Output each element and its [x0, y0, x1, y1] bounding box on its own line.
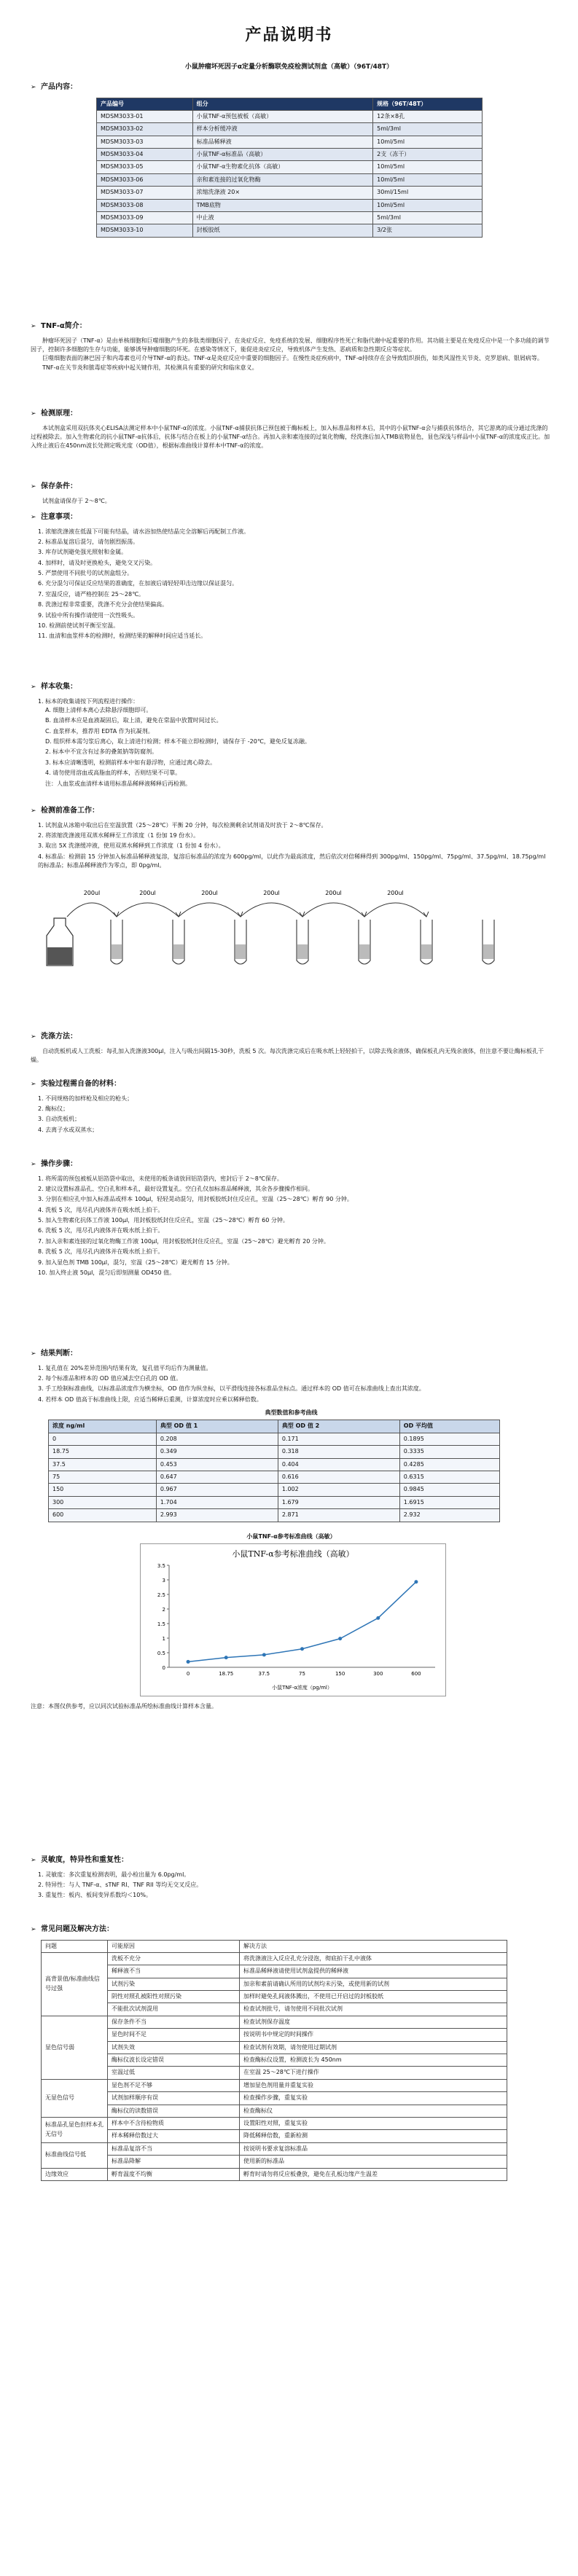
list-item: 8. 洗板 5 次，甩尽孔内液体并在吸水纸上拍干。 [38, 1248, 164, 1256]
table-row [42, 2029, 507, 2041]
table-cell: 标准品稀释液请使用试剂盒提供的稀释液 [240, 1965, 507, 1978]
table-row [97, 149, 483, 161]
chart-note: 注意：本图仅供参考，应以同次试验标准品所绘标准曲线计算样本含量。 [31, 1703, 217, 1710]
table-cell: 3/2张 [373, 224, 483, 237]
list-item: 注：人血浆或血清样本请用标准品稀释液稀释后再检测。 [45, 780, 191, 787]
table-cell: 检查试剂批号，请勿使用不同批次试剂 [240, 2003, 507, 2016]
data-point [224, 1656, 228, 1659]
faq-problem-cell: 边缘效应 [42, 2168, 108, 2180]
table-row [97, 110, 483, 122]
list-item: 6. 充分混匀可保证反应结果的准确度，在加液后请轻轻叩击边缘以保证混匀。 [38, 580, 238, 587]
section-heading: 注意事项： [41, 513, 77, 521]
table-row [97, 136, 483, 148]
table-header-cell: 浓度 ng/ml [49, 1420, 157, 1433]
x-tick-label: 600 [411, 1670, 421, 1677]
list-item: 2. 将浓缩洗涤液用双蒸水稀释至工作浓度（1 份加 19 份水）。 [38, 831, 200, 839]
table-cell: 2.932 [399, 1509, 499, 1522]
section-steps [31, 1159, 552, 1279]
bullet-icon: ➢ [31, 322, 36, 330]
tube-liquid [359, 944, 370, 959]
transfer-volume-label: 200ul [263, 890, 280, 897]
table-cell: 10ml/5ml [373, 199, 483, 211]
table-cell: 0.171 [278, 1433, 399, 1445]
section-heading: 结果判断： [41, 1350, 77, 1358]
table-cell: 10ml/5ml [373, 173, 483, 186]
table-cell: 2支（冻干） [373, 149, 483, 161]
list-item: 1. 不同规格的加样枪及相应的枪头； [38, 1095, 133, 1102]
table-header-cell: 产品编号 [97, 98, 193, 110]
section-storage [31, 481, 552, 506]
data-point [187, 1660, 190, 1664]
bullet-icon: ➢ [31, 1856, 36, 1864]
list-item: 2. 标本中不宜含有过多的叠氮钠等防腐剂。 [45, 748, 158, 756]
transfer-arrow-icon [179, 903, 241, 917]
sample-intro: 1. 标本的收集请按下列流程进行操作： [38, 697, 139, 705]
data-point [338, 1637, 342, 1640]
table-cell: MDSM3033-06 [97, 173, 193, 186]
list-item: 3. 手工绘制标准曲线，以标准品浓度作为横坐标，OD 值作为纵坐标，以平滑线连接各标准品坐标点。通过样本的 OD 值可在标准曲线上查出其浓度。 [38, 1385, 425, 1393]
table-cell: 封板胶纸 [192, 224, 373, 237]
table-cell: 试剂污染 [108, 1978, 240, 1990]
table-cell: 按说明书中规定的时间操作 [240, 2029, 507, 2041]
table-cell: 稀释液不当 [108, 1965, 240, 1978]
table-cell: 小鼠TNF-α预包被板（高敏） [192, 110, 373, 122]
table-cell: 1.679 [278, 1496, 399, 1508]
table-cell: 孵育时请勿将反应板叠放，避免在孔板边缘产生温差 [240, 2168, 507, 2180]
table-row [49, 1433, 500, 1445]
page-subtitle: 小鼠肿瘤坏死因子α定量分析酶联免疫检测试剂盒（高敏）（96T/48T） [184, 63, 394, 71]
list-item: 2. 酶标仪； [38, 1105, 69, 1112]
bullet-icon: ➢ [31, 1350, 36, 1358]
list-item: 4. 去离子水或双蒸水； [38, 1126, 98, 1133]
table-cell: 5ml/3ml [373, 212, 483, 224]
data-point [262, 1653, 266, 1656]
table-row [49, 1509, 500, 1522]
table-cell: 75 [49, 1471, 157, 1484]
tube-liquid [483, 944, 493, 959]
section-notes [31, 512, 552, 643]
table-row [97, 199, 483, 211]
table-row [97, 224, 483, 237]
table-row [42, 2016, 507, 2028]
faq-problem-cell: 显色信号弱 [42, 2016, 108, 2079]
intro-paragraph: TNF-α在关节炎和脓毒症等疾病中起关键作用，其检测具有重要的研究和临床意义。 [42, 364, 258, 371]
table-cell: 0.318 [278, 1446, 399, 1458]
list-item: 4. 请勿使用溶血或高脂血的样本，否则结果不可靠。 [45, 770, 181, 777]
y-tick-label: 3.5 [157, 1562, 165, 1569]
bullet-icon: ➢ [31, 83, 36, 91]
table-row [49, 1446, 500, 1458]
table-header-cell: 解决方法 [240, 1940, 507, 1952]
x-tick-label: 300 [373, 1670, 383, 1677]
table-row [97, 173, 483, 186]
table-cell: 检查酶标仪 [240, 2105, 507, 2117]
data-point [300, 1647, 304, 1651]
table-row [97, 187, 483, 199]
table-cell: 0.349 [156, 1446, 278, 1458]
table-cell: 加亲和素前请确认所用的试剂均未污染，或使用新的试剂 [240, 1978, 507, 1990]
bullet-icon: ➢ [31, 1160, 36, 1168]
table-cell: 0.1895 [399, 1433, 499, 1445]
x-tick-label: 75 [299, 1670, 305, 1677]
table-cell: 0.616 [278, 1471, 399, 1484]
y-tick-label: 1 [162, 1635, 165, 1642]
arrow-head-icon [423, 912, 429, 917]
transfer-arrow-icon [117, 903, 179, 917]
table-cell: MDSM3033-10 [97, 224, 193, 237]
table-cell: 0.9845 [399, 1484, 499, 1496]
dilution-diagram [31, 874, 552, 973]
tube-liquid [421, 944, 431, 959]
table-row [42, 2117, 507, 2129]
list-item: 2. 标准品复溶后混匀，请勿剧烈振荡。 [38, 538, 139, 545]
table-cell: 试剂失效 [108, 2041, 240, 2054]
x-tick-label: 0 [186, 1670, 190, 1677]
table-cell: 不能批次试剂混用 [108, 2003, 240, 2016]
table-row [49, 1471, 500, 1484]
bullet-icon: ➢ [31, 482, 36, 490]
table-row [97, 161, 483, 173]
transfer-arrow-icon [364, 903, 426, 917]
table-cell: 小鼠TNF-α标准品（高敏） [192, 149, 373, 161]
list-item: 1. 灵敏度：多次重复检测表明，最小检出量为 6.0pg/ml。 [38, 1871, 190, 1878]
table-cell: MDSM3033-03 [97, 136, 193, 148]
list-item: 2. 每个标准品和样本的 OD 值应减去空白孔的 OD 值。 [38, 1374, 182, 1382]
y-tick-label: 2.5 [157, 1592, 165, 1598]
table-cell: 150 [49, 1484, 157, 1496]
list-item: 4. 若样本 OD 值高于标准曲线上限，应适当稀释后重测，计算浓度时应乘以稀释倍数。 [38, 1395, 262, 1403]
list-item: 1. 试剂盒从冰箱中取出后在室温放置（25～28℃）平衡 20 分钟，每次检测剩余试剂请及时放于 2～8℃保存。 [38, 821, 327, 829]
table-cell: 样本稀释倍数过大 [108, 2130, 240, 2142]
table-cell: 亲和素连接的过氧化物酶 [192, 173, 373, 186]
list-item: 3. 标本应清晰透明，检测前样本中如有悬浮物，应通过离心除去。 [45, 759, 216, 766]
table-row [42, 1952, 507, 1965]
chart-svg [140, 1543, 446, 1696]
table-cell: 0.208 [156, 1433, 278, 1445]
table-cell: 检查酶标仪设置，检测波长为 450nm [240, 2054, 507, 2067]
table-row [49, 1458, 500, 1471]
table-cell: 0 [49, 1433, 157, 1445]
y-tick-label: 0.5 [157, 1650, 165, 1656]
chart-title: 小鼠TNF-α参考标准曲线（高敏） [232, 1549, 354, 1559]
principle-paragraph: 本试剂盒采用双抗体夹心ELISA法测定样本中小鼠TNF-α的浓度。小鼠TNF-α捕获抗体已预包被于酶标板上，加入标准品和样本后，其中的小鼠TNF-α会与捕获抗体结合，其它游离的成分通过洗涤的过程被除去。加入生物素化的抗小鼠TNF-α抗体后，抗体与结合在板上的小鼠TNF-α结合。再加入亲和素连接的过氧化物酶，经洗涤后加入TMB底物显色，显色深浅与样品中小鼠TNF-α的浓度成正比。加入终止液后在450nm波长处测定吸光度（OD值），根据标准曲线计算样本中TNF-α的浓度。 [31, 424, 550, 450]
bullet-icon: ➢ [31, 513, 36, 521]
table-row [49, 1484, 500, 1496]
tube-liquid [297, 944, 308, 959]
table-row [42, 2130, 507, 2142]
table-cell: 0.647 [156, 1471, 278, 1484]
list-item: 11. 血清和血浆样本的检测时，检测结果的解释时间应适当延长。 [38, 633, 207, 640]
x-tick-label: 150 [335, 1670, 345, 1677]
transfer-volume-label: 200ul [139, 890, 156, 897]
standard-table [48, 1420, 500, 1522]
section-prep [31, 805, 552, 973]
table-header-cell: 可能原因 [108, 1940, 240, 1952]
table-cell: 检查试剂保存温度 [240, 2016, 507, 2028]
faq-problem-cell: 无显色信号 [42, 2079, 108, 2117]
section-heading: 常见问题及解决方法： [41, 1925, 114, 1933]
y-tick-label: 0 [162, 1664, 165, 1671]
table-header-cell: 规格（96T/48T） [373, 98, 483, 110]
table-row [42, 2156, 507, 2168]
table-cell: 标准品稀释液 [192, 136, 373, 148]
list-item: 3. 分别在相应孔中加入标准品或样本 100μl，轻轻晃动混匀，用封板胶纸封住反应孔，室温（25～28℃）孵育 90 分钟。 [38, 1196, 353, 1203]
section-heading: 检测原理： [41, 410, 77, 418]
table-cell: 洗板不充分 [108, 1952, 240, 1965]
table-row [42, 2105, 507, 2117]
table-cell: TMB底物 [192, 199, 373, 211]
tube-liquid [112, 944, 122, 959]
transfer-volume-label: 200ul [325, 890, 342, 897]
y-tick-label: 1.5 [157, 1621, 165, 1627]
table-row [49, 1496, 500, 1508]
section-faq [31, 1924, 552, 2181]
table-cell: 10ml/5ml [373, 136, 483, 148]
bullet-icon: ➢ [31, 683, 36, 691]
section-heading: 样本收集： [41, 683, 77, 691]
section-heading: 保存条件： [41, 482, 77, 490]
table-cell: 降低稀释倍数，重新检测 [240, 2130, 507, 2142]
section-results [31, 1348, 552, 1712]
bullet-icon: ➢ [31, 1925, 36, 1933]
bullet-icon: ➢ [31, 1080, 36, 1088]
table-cell: 标准品降解 [108, 2156, 240, 2168]
table-cell: 10ml/5ml [373, 161, 483, 173]
list-item: 1. 浓缩洗涤液在低温下可能有结晶，请水浴加热使结晶完全溶解后再配制工作液。 [38, 528, 250, 535]
section-heading: 操作步骤： [41, 1160, 77, 1168]
list-item: 1. 复孔值在 20%差异范围内结果有效，复孔值平均后作为测量值。 [38, 1364, 212, 1371]
section-heading: 检测前准备工作： [41, 807, 99, 815]
section-heading: TNF-α简介： [41, 322, 87, 330]
table-cell: 保存条件不当 [108, 2016, 240, 2028]
table-cell: 增加显色剂用量并重复实验 [240, 2079, 507, 2091]
list-item: 1. 将所需的预包被板从铝箔袋中取出，未使用的板条请放回铝箔袋内，密封后于 2～8℃保存。 [38, 1175, 283, 1182]
table-cell: 中止液 [192, 212, 373, 224]
table-cell: 酶标仪波长设定错误 [108, 2054, 240, 2067]
faq-problem-cell: 标准品孔显色但样本孔无信号 [42, 2117, 108, 2142]
table-cell: 加样时避免孔间液体溅出，不使用已开启过的封板胶纸 [240, 1991, 507, 2003]
list-item: 2. 建议设置标准品孔、空白孔和样本孔，最好设置复孔。空白孔仅加标准品稀释液，其余各步骤操作相同。 [38, 1185, 314, 1192]
faq-table [41, 1940, 507, 2181]
table-row [97, 212, 483, 224]
tube-liquid [173, 944, 184, 959]
page-title: 产品说明书 [245, 26, 333, 44]
table-row [42, 1978, 507, 1990]
table-cell: 0.4285 [399, 1458, 499, 1471]
list-item: 3. 自动洗板机； [38, 1116, 81, 1123]
transfer-arrow-icon [302, 903, 364, 917]
tube-liquid [235, 944, 246, 959]
table-cell: 0.453 [156, 1458, 278, 1471]
table-cell: 试剂加样顺序有误 [108, 2092, 240, 2105]
list-item: 3. 取出 5X 洗涤缓冲液，使用双蒸水稀释到工作浓度（1 份加 4 份水）。 [38, 842, 224, 850]
table-cell: 阴性对照孔被阳性对照污染 [108, 1991, 240, 2003]
list-item: 4. 加样时，请及时更换枪头，避免交叉污染。 [38, 559, 157, 566]
table-cell: MDSM3033-09 [97, 212, 193, 224]
table-cell: 室温过低 [108, 2067, 240, 2079]
data-point [414, 1580, 418, 1583]
table-cell: 300 [49, 1496, 157, 1508]
stock-liquid [47, 947, 72, 965]
table-cell: 600 [49, 1509, 157, 1522]
table-cell: 检查操作步骤，重复实验 [240, 2092, 507, 2105]
table-row [42, 2041, 507, 2054]
x-tick-label: 37.5 [258, 1670, 270, 1677]
wash-text: 自动洗板机或人工洗板：每孔加入洗涤液300μl，注入与吸出间隔15-30秒，洗板 5 次。每次洗涤完成后在吸水纸上轻轻拍干，以除去残余液体，确保板孔内无残余液体，但注意不要让酶标板孔干燥。 [31, 1047, 544, 1063]
chart-caption: 小鼠TNF-α参考标准曲线（高敏） [246, 1532, 336, 1540]
section-contents [31, 82, 552, 238]
table-cell: 检查试剂有效期，请勿使用过期试剂 [240, 2041, 507, 2054]
transfer-volume-label: 200ul [83, 890, 101, 897]
table-cell: MDSM3033-02 [97, 123, 193, 136]
contents-table [96, 98, 483, 238]
list-item: 10. 检测前使试剂平衡至室温。 [38, 622, 120, 630]
list-item: 5. 严禁使用不同批号的试剂盒组分。 [38, 570, 133, 577]
transfer-volume-label: 200ul [201, 890, 218, 897]
section-intro [31, 321, 552, 372]
table-cell: 30ml/15ml [373, 187, 483, 199]
list-item: C. 血浆样本，推荐用 EDTA 作为抗凝剂。 [45, 727, 154, 735]
table-header-cell: 组分 [192, 98, 373, 110]
table-cell: 小鼠TNF-α生物素化抗体（高敏） [192, 161, 373, 173]
table-header-cell: 问题 [42, 1940, 108, 1952]
table-cell: 标准品复溶不当 [108, 2142, 240, 2155]
bullet-icon: ➢ [31, 807, 36, 815]
x-tick-label: 18.75 [219, 1670, 234, 1677]
table-row [42, 2067, 507, 2079]
bullet-icon: ➢ [31, 1033, 36, 1041]
table-cell: 样本中不含待检物质 [108, 2117, 240, 2129]
table-cell: 0.3335 [399, 1446, 499, 1458]
list-item: 4. 标准品：检测前 15 分钟加入标准品稀释液复溶，复溶后标准品的浓度为 600pg/ml，以此作为最高浓度，然后依次对倍稀释得到 300pg/ml、150pg/ml、75pg/ml、37.5pg/ml、18.75pg/ml 的标准品；标准品稀释液作为零点，即 0pg/ml。 [38, 853, 546, 869]
list-item: 7. 加入亲和素连接的过氧化物酶工作液 100μl，用封板胶纸封住反应孔，室温（25～28℃）避光孵育 20 分钟。 [38, 1237, 329, 1245]
transfer-arrow-icon [241, 903, 302, 917]
table-cell: 5ml/3ml [373, 123, 483, 136]
y-tick-label: 2 [162, 1606, 165, 1613]
table-cell: 按说明书要求复溶标准品 [240, 2142, 507, 2155]
list-item: A. 细胞上清样本离心去除悬浮细胞即可。 [45, 706, 152, 713]
table-cell: 0.6315 [399, 1471, 499, 1484]
table-cell: 0.967 [156, 1484, 278, 1496]
table-cell: 在室温 25～28℃下进行操作 [240, 2067, 507, 2079]
table-cell: 1.002 [278, 1484, 399, 1496]
table-cell: MDSM3033-05 [97, 161, 193, 173]
section-sample [31, 681, 552, 790]
dilution-svg [31, 874, 552, 973]
section-wash [31, 1031, 552, 1065]
table-cell: 1.6915 [399, 1496, 499, 1508]
table-cell: 2.871 [278, 1509, 399, 1522]
faq-problem-cell: 标准曲线信号低 [42, 2142, 108, 2168]
intro-paragraph: 肿瘤坏死因子（TNF-α）是由单核细胞和巨噬细胞产生的多肽类细胞因子，在炎症反应、免疫系统的发展、细胞程序性死亡和脂代谢中起重要的作用。其功能主要是在免疫反应中是一个多功能的调节因子，控制许多细胞的生存与功能，能够诱导肿瘤细胞的坏死。在感染等情况下，能促进炎症反应，导致机体产生发热、恶病质和急性期反应等症状。 [31, 337, 550, 353]
standard-curve-chart [140, 1543, 552, 1699]
table-cell: 0.404 [278, 1458, 399, 1471]
storage-text: 试剂盒请保存于 2～8℃。 [42, 497, 111, 504]
list-item: 4. 洗板 5 次，甩尽孔内液体并在吸水纸上拍干。 [38, 1206, 164, 1213]
list-item: B. 血清样本应是血液凝固后，取上清，避免在常温中放置时间过长。 [45, 717, 222, 724]
table-row [42, 2054, 507, 2067]
table-cell: 孵育温度不均衡 [108, 2168, 240, 2180]
intro-paragraph: 巨噬细胞表面的淋巴因子和内毒素也可介导TNF-α的表达。TNF-α是炎症反应中重要的细胞因子。在慢性炎症疾病中，TNF-α持续存在会导致组织损伤，如类风湿性关节炎、克罗恩病、银屑病等。 [42, 355, 543, 362]
list-item: 5. 加入生物素化抗体工作液 100μl，用封板胶纸封住反应孔，室温（25～28℃）孵育 60 分钟。 [38, 1217, 289, 1224]
section-performance [31, 1855, 552, 1902]
transfer-volume-label: 200ul [387, 890, 404, 897]
table-row [42, 2092, 507, 2105]
table-row [97, 123, 483, 136]
table-title: 典型数值和参考曲线 [265, 1409, 318, 1417]
table-row [42, 2168, 507, 2180]
table-row [42, 2003, 507, 2016]
table-row [42, 2079, 507, 2091]
data-point [376, 1616, 380, 1620]
table-cell: MDSM3033-04 [97, 149, 193, 161]
table-header-cell: OD 平均值 [399, 1420, 499, 1433]
table-cell: 显色剂不足不够 [108, 2079, 240, 2091]
table-header-cell: 典型 OD 值 1 [156, 1420, 278, 1433]
table-cell: 浓缩洗涤液 20× [192, 187, 373, 199]
section-heading: 产品内容： [41, 83, 77, 91]
table-cell: 使用新的标准品 [240, 2156, 507, 2168]
table-cell: MDSM3033-07 [97, 187, 193, 199]
table-cell: 2.993 [156, 1509, 278, 1522]
table-cell: 1.704 [156, 1496, 278, 1508]
section-heading: 实验过程需自备的材料： [41, 1080, 121, 1088]
bullet-icon: ➢ [31, 410, 36, 418]
list-item: 9. 试验中所有操作请使用一次性吸头。 [38, 611, 139, 619]
table-row [42, 2142, 507, 2155]
list-item: 3. 库存试剂避免强光照射和金属。 [38, 549, 128, 556]
list-item: 8. 洗涤过程非常重要，洗涤不充分会使结果偏高。 [38, 601, 168, 608]
table-cell: 酶标仪的读数错误 [108, 2105, 240, 2117]
y-tick-label: 3 [162, 1577, 165, 1583]
list-item: 10. 加入终止液 50μl，混匀后即刻测量 OD450 值。 [38, 1269, 176, 1277]
list-item: D. 组织样本需匀浆后离心，取上清进行检测；样本不能立即检测时，请保存于 -20℃，避免反复冻融。 [45, 738, 311, 745]
table-cell: 设置阳性对照，重复实验 [240, 2117, 507, 2129]
list-item: 6. 洗板 5 次，甩尽孔内液体并在吸水纸上拍干。 [38, 1227, 164, 1234]
table-cell: 12条×8孔 [373, 110, 483, 122]
faq-problem-cell: 高背景值/标准曲线信号过强 [42, 1952, 108, 2016]
x-axis-label: 小鼠TNF-α浓度（pg/ml） [272, 1684, 332, 1691]
section-principle [31, 408, 552, 451]
table-cell: 将洗涤液注入反应孔充分浸泡，彻底拍干孔中液体 [240, 1952, 507, 1965]
table-cell: 37.5 [49, 1458, 157, 1471]
list-item: 3. 重复性：板内、板间变异系数均＜10%。 [38, 1892, 152, 1899]
table-row [42, 1965, 507, 1978]
list-item: 9. 加入显色剂 TMB 100μl，混匀，室温（25～28℃）避光孵育 15 分钟。 [38, 1258, 233, 1266]
section-heading: 灵敏度，特异性和重复性： [41, 1856, 128, 1864]
table-cell: MDSM3033-01 [97, 110, 193, 122]
table-cell: 18.75 [49, 1446, 157, 1458]
list-item: 7. 室温反应，请严格控制在 25～28℃。 [38, 590, 145, 598]
section-heading: 洗涤方法： [41, 1033, 77, 1041]
transfer-arrow-icon [67, 903, 117, 917]
table-row [42, 1991, 507, 2003]
table-cell: 样本分析缓冲液 [192, 123, 373, 136]
list-item: 2. 特异性：与人 TNF-α、sTNF RI、TNF RII 等均无交叉反应。 [38, 1881, 203, 1888]
table-cell: MDSM3033-08 [97, 199, 193, 211]
table-header-cell: 典型 OD 值 2 [278, 1420, 399, 1433]
section-materials [31, 1078, 552, 1136]
table-cell: 显色时间不足 [108, 2029, 240, 2041]
